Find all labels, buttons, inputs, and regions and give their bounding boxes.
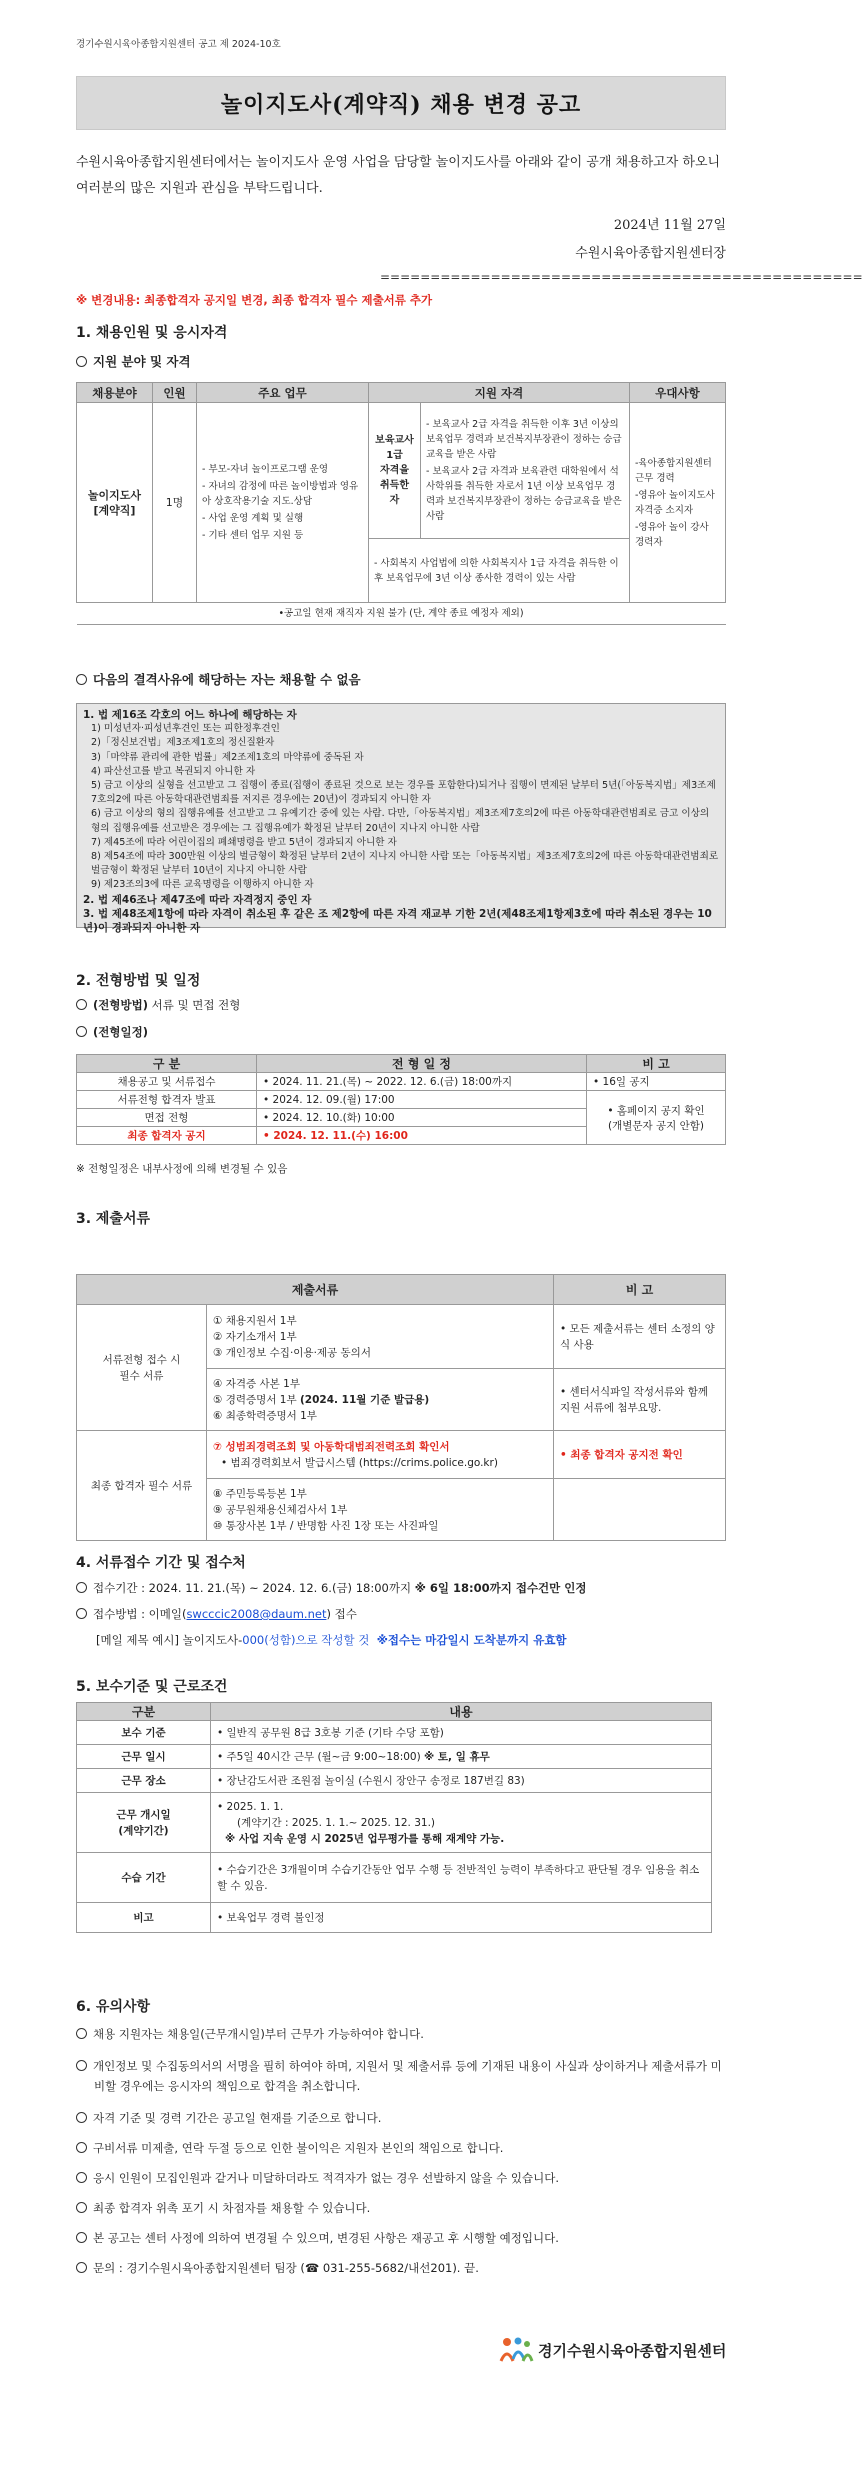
table-row: 서류전형 접수 시 필수 서류 ① 채용지원서 1부 ② 자기소개서 1부 ③ 개인정보 수집·이용·제공 동의서 • 모든 제출서류는 센터 소정의 양식 사용	[77, 1305, 726, 1369]
circle-bullet-icon	[76, 674, 87, 685]
disqualify-box	[76, 703, 726, 935]
table-row: 근무 장소 • 장난감도서관 조원점 놀이실 (수원시 장안구 송정로 187번길 83)	[77, 1769, 712, 1793]
email-link[interactable]: swcccic2008@daum.net	[186, 1607, 327, 1621]
table-row: 근무 개시일 (계약기간) • 2025. 1. 1. (계약기간 : 2025. 1. 1.~ 2025. 12. 31.) ※ 사업 지속 운영 시 2025년 업무평가를 통해 재계약 가능.	[77, 1793, 712, 1853]
circle-bullet-icon	[76, 1582, 87, 1593]
disq-item: 1) 미성년자·피성년후견인 또는 피한정후견인	[91, 723, 280, 735]
conditions-table	[76, 1702, 712, 1933]
col-header: 채용분야	[77, 383, 153, 403]
col-header: 전 형 일 정	[257, 1055, 587, 1073]
disq-heading: 1. 법 제16조 각호의 어느 하나에 해당하는 자	[83, 709, 297, 721]
table-row: 최종 합격자 필수 서류 ⑦ 성범죄경력조회 및 아동학대범죄전력조회 확인서 • 범죄경력회보서 발급시스템 (https://crims.police.go.kr) • 최종 합격자 공지전 확인	[77, 1431, 726, 1479]
children-logo-icon	[498, 2335, 534, 2365]
table-row: 채용공고 및 서류접수 • 2024. 11. 21.(목) ~ 2022. 12. 6.(금) 18:00까지 • 16일 공지	[77, 1073, 726, 1091]
list-item: 개인정보 및 수집동의서의 서명을 필히 하여야 하며, 지원서 및 제출서류 등에 기재된 내용이 사실과 상이하거나 제출서류가 미비할 경우에는 응시자의 책임으로 합격을 취소합니다.	[76, 2056, 726, 2096]
count-cell: 1명	[153, 403, 197, 603]
section6-title: 6. 유의사항	[76, 1999, 151, 2015]
circle-bullet-icon	[76, 2262, 87, 2273]
col-header: 구분	[77, 1703, 211, 1721]
section1-subtitle: 지원 분야 및 자격	[76, 352, 191, 370]
table-row: 보수 기준 • 일반직 공무원 8급 3호봉 기준 (기타 수당 포함)	[77, 1721, 712, 1745]
disq-item: 3)「마약류 관리에 관한 법률」제2조제1호의 마약류에 중독된 자	[91, 751, 364, 763]
col-header: 비 고	[554, 1275, 726, 1305]
circle-bullet-icon	[76, 999, 87, 1010]
doc-number: 경기수원시육아종합지원센터 공고 제 2024-10호	[76, 39, 281, 50]
preferred-cell: -육아종합지원센터 근무 경력 -영유아 놀이지도사 자격증 소지자 -영유아 놀이 강사 경력자	[630, 403, 726, 603]
list-item: 본 공고는 센터 사정에 의하여 변경될 수 있으며, 변경된 사항은 재공고 후 시행할 예정입니다.	[76, 2228, 726, 2248]
qual-label-cell: 보육교사 1급 자격을 취득한 자	[369, 403, 421, 539]
col-header: 제출서류	[77, 1275, 554, 1305]
col-header: 비 고	[587, 1055, 726, 1073]
duties-cell: - 부모-자녀 놀이프로그램 운영 - 자녀의 감정에 따른 놀이방법과 영유아 상호작용기술 지도.상담 - 사업 운영 계획 및 실행 - 기타 센터 업무 지원 등	[197, 403, 369, 603]
col-header: 구 분	[77, 1055, 257, 1073]
col-header: 인원	[153, 383, 197, 403]
announce-org: 수원시육아종합지원센터장	[575, 246, 726, 261]
section4-title: 4. 서류접수 기간 및 접수처	[76, 1555, 246, 1571]
table-row: 서류전형 합격자 발표 • 2024. 12. 09.(월) 17:00 • 홈페이지 공지 확인 (개별문자 공지 안함)	[77, 1091, 726, 1109]
col-header: 주요 업무	[197, 383, 369, 403]
qualification-table	[76, 382, 726, 625]
circle-bullet-icon	[76, 2172, 87, 2183]
qual-extra-cell: - 사회복지 사업법에 의한 사회복지사 1급 자격을 취득한 이후 보육업무에 3년 이상 종사한 경력이 있는 사람	[369, 539, 630, 603]
disq-item: 6) 금고 이상의 형의 집행유예를 선고받고 그 유예기간 중에 있는 사람. 다만,「아동복지법」제3조제7호의2에 따른 아동학대관련범죄로 금고 이상의 형의 집행유예를 선고받은 경우에는 그 집행유예가 확정된 날부터 20년이 지나지 아니한 사람	[91, 808, 710, 834]
table-row: 최종 합격자 공지 • 2024. 12. 11.(수) 16:00	[77, 1127, 726, 1145]
circle-bullet-icon	[76, 2142, 87, 2153]
footer-logo	[498, 2335, 726, 2365]
disq-item: 7) 제45조에 따라 어린이집의 폐쇄명령을 받고 5년이 경과되지 아니한 자	[91, 836, 397, 848]
intro-text: 수원시육아종합지원센터에서는 놀이지도사 운영 사업을 담당할 놀이지도사를 아래와 같이 공개 채용하고자 하오니 여러분의 많은 지원과 관심을 부탁드립니다.	[76, 155, 721, 196]
circle-bullet-icon	[76, 2112, 87, 2123]
announce-note: • 홈페이지 공지 확인 (개별문자 공지 안함)	[587, 1091, 726, 1145]
announce-date: 2024년 11월 27일	[613, 218, 726, 233]
disq-item: 4) 파산선고를 받고 복권되지 아니한 자	[91, 765, 256, 777]
list-item: 채용 지원자는 채용일(근무개시일)부터 근무가 가능하여야 합니다.	[76, 2024, 726, 2044]
method-line: 접수방법 : 이메일(swcccic2008@daum.net) 접수	[76, 1606, 357, 1622]
section2-title: 2. 전형방법 및 일정	[76, 973, 201, 989]
list-item: 구비서류 미제출, 연락 두절 등으로 인한 불이익은 지원자 본인의 책임으로 합니다.	[76, 2138, 726, 2158]
table-row: ④ 자격증 사본 1부 ⑤ 경력증명서 1부 (2024. 11월 기준 발급용) ⑥ 최종학력증명서 1부 • 센터서식파일 작성서류와 함께 지원 서류에 첨부요망.	[77, 1369, 726, 1431]
circle-bullet-icon	[76, 2028, 87, 2039]
method-line: (전형방법) 서류 및 면접 전형	[76, 997, 240, 1013]
circle-bullet-icon	[76, 1608, 87, 1619]
circle-bullet-icon	[76, 2232, 87, 2243]
section1-title: 1. 채용인원 및 응시자격	[76, 325, 228, 341]
title-banner	[76, 76, 726, 130]
change-notice: ※ 변경내용: 최종합격자 공지일 변경, 최종 합격자 필수 제출서류 추가	[76, 293, 433, 307]
list-item: 최종 합격자 위촉 포기 시 차점자를 채용할 수 있습니다.	[76, 2198, 726, 2218]
mail-example-line: [메일 제목 예시] 놀이지도사-000(성함)으로 작성할 것 ※접수는 마감일시 도착분까지 유효함	[96, 1633, 567, 1647]
disq-item: 2)「정신보건법」제3조제1호의 정신질환자	[91, 737, 275, 749]
disq-item: 9) 제23조의3에 따른 교육명령을 이행하지 아니한 자	[91, 879, 314, 891]
disq-heading: 2. 법 제46조나 제47조에 따라 자격정지 중인 자	[83, 893, 312, 906]
circle-bullet-icon	[76, 356, 87, 367]
table-row: 수습 기간 • 수습기간은 3개월이며 수습기간동안 업무 수행 등 전반적인 능력이 부족하다고 판단될 경우 임용을 취소할 수 있음.	[77, 1853, 712, 1903]
list-item: 응시 인원이 모집인원과 같거나 미달하더라도 적격자가 없는 경우 선발하지 않을 수 있습니다.	[76, 2168, 726, 2188]
col-header: 내용	[211, 1703, 712, 1721]
list-item: 문의 : 경기수원시육아종합지원센터 팀장 (☎ 031-255-5682/내선201). 끝.	[76, 2258, 726, 2278]
disq-item: 5) 금고 이상의 실형을 선고받고 그 집행이 종료(집행이 종료된 것으로 보는 경우를 포함한다)되거나 집행이 면제된 날부터 5년(「아동복지법」제3조제7호의2에 따른 아동학대관련범죄를 저지른 경우에는 20년)이 경과되지 아니한 자	[91, 780, 716, 806]
circle-bullet-icon	[76, 1026, 87, 1037]
disqualify-subtitle: 다음의 결격사유에 해당하는 자는 채용할 수 없음	[76, 670, 361, 688]
schedule-line: (전형일정)	[76, 1024, 148, 1040]
schedule-footnote: ※ 전형일정은 내부사정에 의해 변경될 수 있음	[76, 1163, 288, 1175]
qual-items-cell: - 보육교사 2급 자격을 취득한 이후 3년 이상의 보육업무 경력과 보건복지부장관이 정하는 승급교육을 받은 사람 - 보육교사 2급 자격과 보육관련 대학원에서 석사학위를 취득한 자로서 1년 이상 보육업무 경력과 보건복지부장관이 정하는 승급교육을 받은 사람	[421, 403, 630, 539]
page-title: 놀이지도사(계약직) 채용 변경 공고	[220, 91, 582, 118]
circle-bullet-icon	[76, 2060, 87, 2071]
footer-org-name: 경기수원시육아종합지원센터	[538, 2341, 727, 2360]
section3-title: 3. 제출서류	[76, 1211, 151, 1227]
section5-title: 5. 보수기준 및 근로조건	[76, 1679, 228, 1695]
table-row: 근무 일시 • 주5일 40시간 근무 (월~금 9:00~18:00) ※ 토, 일 휴무	[77, 1745, 712, 1769]
schedule-table	[76, 1054, 726, 1145]
col-header: 지원 자격	[369, 383, 630, 403]
list-item: 자격 기준 및 경력 기간은 공고일 현재를 기준으로 합니다.	[76, 2108, 726, 2128]
disq-heading: 3. 법 제48조제1항에 따라 자격이 취소된 후 같은 조 제2항에 따른 자격 재교부 기한 2년(제48조제1항제3호에 따라 취소된 경우는 10년)이 경과되지 아니한 자	[83, 907, 712, 935]
field-cell: 놀이지도사 [계약직]	[77, 403, 153, 603]
table-row: 면접 전형 • 2024. 12. 10.(화) 10:00	[77, 1109, 726, 1127]
qualification-footnote: •공고일 현재 재직자 지원 불가 (단, 계약 종료 예정자 제외)	[77, 603, 726, 625]
separator-line: ================================================	[380, 270, 863, 284]
table-row: 비고 • 보육업무 경력 불인정	[77, 1903, 712, 1933]
table-row: ⑧ 주민등록등본 1부 ⑨ 공무원채용신체검사서 1부 ⑩ 통장사본 1부 / 반명함 사진 1장 또는 사진파일	[77, 1479, 726, 1541]
col-header: 우대사항	[630, 383, 726, 403]
disq-item: 8) 제54조에 따라 300만원 이상의 벌금형이 확정된 날부터 2년이 지나지 아니한 사람 또는「아동복지법」제3조제7호의2에 따른 아동학대관련범죄로 벌금형이 확정된 날부터 10년이 지나지 아니한 사람	[91, 851, 719, 877]
circle-bullet-icon	[76, 2202, 87, 2213]
documents-table	[76, 1274, 726, 1541]
period-line: 접수기간 : 2024. 11. 21.(목) ~ 2024. 12. 6.(금) 18:00까지 ※ 6일 18:00까지 접수건만 인정	[76, 1580, 587, 1596]
